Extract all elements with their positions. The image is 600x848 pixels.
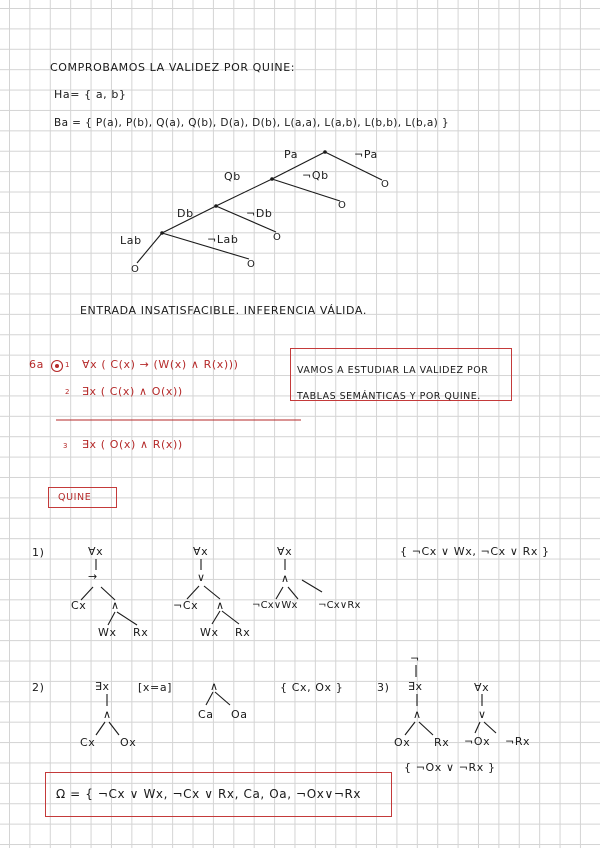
substitution: [x=a] xyxy=(138,681,173,694)
tree-leaf: Ox xyxy=(120,736,137,749)
branch-label-qb: Qb xyxy=(224,170,241,183)
tree-leaf: ¬Rx xyxy=(505,735,531,748)
connective: ∨ xyxy=(197,571,206,584)
herbrand-base: Ba = { P(a), P(b), Q(a), Q(b), D(a), D(b), L(a,a), L(a,b), L(b,b), L(b,a) } xyxy=(54,117,449,129)
tree-leaf: Wx xyxy=(98,626,117,639)
premise-number: 1 xyxy=(65,361,71,369)
closed-leaf: O xyxy=(131,264,140,275)
tree-leaf: ¬Cx xyxy=(173,599,199,612)
closed-leaf: O xyxy=(338,200,347,211)
page-title: COMPROBAMOS LA VALIDEZ POR QUINE: xyxy=(50,61,296,74)
connective: ∧ xyxy=(103,708,112,721)
herbrand-universe: Ha= { a, b} xyxy=(54,88,127,101)
branch-label-not-db: ¬Db xyxy=(246,207,273,220)
conclusion-formula: ∃x ( O(x) ∧ R(x)) xyxy=(82,438,183,451)
omega-set: Ω = { ¬Cx ∨ Wx, ¬Cx ∨ Rx, Ca, Oa, ¬Ox∨¬Rx xyxy=(56,787,362,801)
branch-label-db: Db xyxy=(177,207,194,220)
tree-leaf: Ca xyxy=(198,708,214,721)
quantifier: ∀x xyxy=(474,681,490,694)
closed-leaf: O xyxy=(273,232,282,243)
tree-leaf: Cx xyxy=(71,599,87,612)
connective: ∧ xyxy=(281,572,290,585)
branch-label-not-qb: ¬Qb xyxy=(302,169,329,182)
quine-tag: QUINE xyxy=(58,492,92,503)
note-text: VAMOS A ESTUDIAR LA VALIDEZ POR TABLAS SEMÁNTICAS Y POR QUINE. xyxy=(297,365,489,402)
quantifier: ∀x xyxy=(277,545,293,558)
connective: → xyxy=(88,570,98,583)
connective: ∨ xyxy=(478,708,487,721)
clause-set: { ¬Cx ∨ Wx, ¬Cx ∨ Rx } xyxy=(400,545,550,558)
tree-leaf: Oa xyxy=(231,708,248,721)
premise-number: 2 xyxy=(65,388,71,396)
step-number: 3) xyxy=(377,681,390,694)
tree-leaf: Rx xyxy=(434,736,450,749)
connective: ∧ xyxy=(413,708,422,721)
clause-set: { ¬Ox ∨ ¬Rx } xyxy=(404,761,496,774)
quantifier: ∀x xyxy=(88,545,104,558)
connective: ∧ xyxy=(216,599,225,612)
branch-label-not-pa: ¬Pa xyxy=(354,148,378,161)
tree-leaf: Cx xyxy=(80,736,96,749)
closed-leaf: O xyxy=(381,179,390,190)
premise-1: ∀x ( C(x) → (W(x) ∧ R(x))) xyxy=(82,358,239,371)
quantifier: ∃x xyxy=(95,680,110,693)
tree-leaf: ¬Cx∨Wx xyxy=(252,600,298,611)
quantifier: ∃x xyxy=(408,680,423,693)
closed-leaf: O xyxy=(247,259,256,270)
tree-leaf: Ox xyxy=(394,736,411,749)
problem-number: 6a xyxy=(29,358,44,371)
negation: ¬ xyxy=(410,652,420,665)
conclusion-number: 3 xyxy=(63,442,69,450)
tree-leaf: Wx xyxy=(200,626,219,639)
clause-set: { Cx, Ox } xyxy=(280,681,344,694)
connective: ∧ xyxy=(111,599,120,612)
connective: ∧ xyxy=(210,680,219,693)
tree-leaf: Rx xyxy=(235,626,251,639)
tree-leaf: ¬Ox xyxy=(464,735,491,748)
branch-label-lab: Lab xyxy=(120,234,142,247)
branch-label-not-lab: ¬Lab xyxy=(207,233,239,246)
quantifier: ∀x xyxy=(193,545,209,558)
tree-leaf: Rx xyxy=(133,626,149,639)
premise-2: ∃x ( C(x) ∧ O(x)) xyxy=(82,385,183,398)
step-number: 2) xyxy=(32,681,45,694)
result-statement: ENTRADA INSATISFACIBLE. INFERENCIA VÁLIDA. xyxy=(80,304,367,317)
step-number: 1) xyxy=(32,546,45,559)
branch-label-pa: Pa xyxy=(284,148,299,161)
tree-leaf: ¬Cx∨Rx xyxy=(318,600,361,611)
